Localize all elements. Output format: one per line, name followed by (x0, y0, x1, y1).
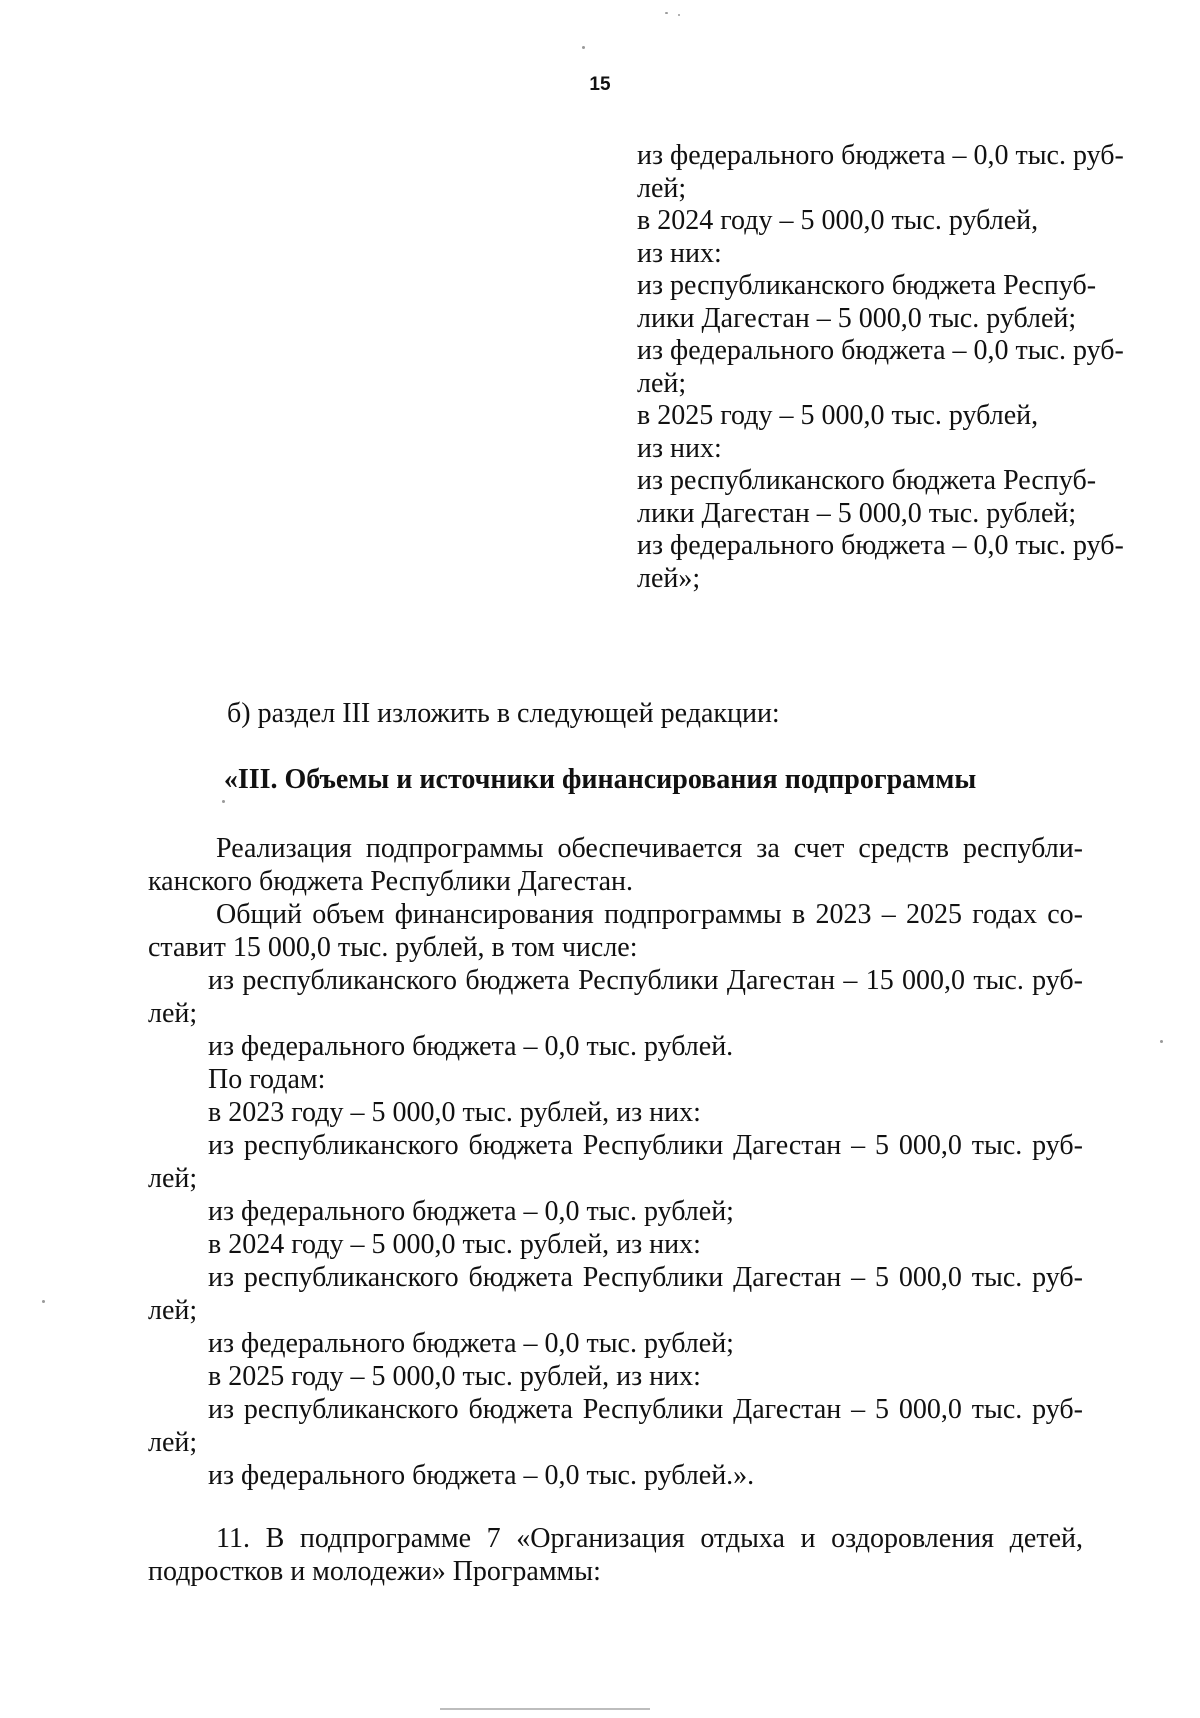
page-number: 15 (589, 74, 611, 95)
paragraph-line: Общий объем финансирования подпрограммы в 2023 – 2025 годах со- (216, 899, 1083, 930)
paragraph-line: в 2023 году – 5 000,0 тыс. рублей, из них: (208, 1097, 701, 1128)
right-col-line: из них: (637, 237, 722, 269)
paragraph-line: подростков и молодежи» Программы: (148, 1556, 601, 1587)
scan-speck (42, 1300, 45, 1303)
right-col-line: из федерального бюджета – 0,0 тыс. руб- (637, 140, 1124, 171)
paragraph-line: из республиканского бюджета Республики Дагестан – 5 000,0 тыс. руб- (208, 1394, 1083, 1425)
paragraph-line: в 2024 году – 5 000,0 тыс. рублей, из них: (208, 1229, 701, 1260)
scan-speck (222, 800, 225, 803)
scan-speck (582, 46, 585, 49)
right-col-line: из них: (637, 432, 722, 464)
paragraph-line: лей; (148, 998, 198, 1029)
paragraph-line: из республиканского бюджета Республики Дагестан – 5 000,0 тыс. руб- (208, 1130, 1083, 1161)
document-body (148, 832, 1083, 1588)
scan-noise-line (440, 1708, 650, 1710)
scan-speck (1160, 1040, 1163, 1043)
scan-speck (665, 12, 668, 14)
right-col-line: из республиканского бюджета Респуб- (637, 465, 1097, 496)
paragraph-line: из федерального бюджета – 0,0 тыс. рублей.». (208, 1460, 755, 1491)
paragraph-line: 11. В подпрограмме 7 «Организация отдыха и оздоровления детей, (216, 1523, 1083, 1554)
paragraph-line: в 2025 году – 5 000,0 тыс. рублей, из них: (208, 1361, 701, 1392)
right-col-line: из республиканского бюджета Респуб- (637, 270, 1097, 301)
paragraph-line: из федерального бюджета – 0,0 тыс. рублей; (208, 1196, 734, 1227)
scan-speck (678, 14, 680, 16)
paragraph-line: канского бюджета Республики Дагестан. (148, 866, 634, 897)
right-col-line: в 2024 году – 5 000,0 тыс. рублей, (637, 205, 1039, 236)
paragraph-line: из республиканского бюджета Республики Дагестан – 15 000,0 тыс. руб- (208, 965, 1083, 996)
right-col-line: лей»; (637, 562, 701, 594)
section-heading: «III. Объемы и источники финансирования подпрограммы (223, 764, 977, 795)
right-col-line: лей; (637, 367, 687, 399)
paragraph-line: ставит 15 000,0 тыс. рублей, в том числе: (148, 932, 638, 963)
right-col-line: из федерального бюджета – 0,0 тыс. руб- (637, 530, 1124, 561)
paragraph-line: Реализация подпрограммы обеспечивается за счет средств республи- (216, 833, 1083, 864)
paragraph-line: из федерального бюджета – 0,0 тыс. рублей; (208, 1328, 734, 1359)
paragraph-line: лей; (148, 1427, 198, 1458)
paragraph-line: лей; (148, 1295, 198, 1326)
paragraph-line: из федерального бюджета – 0,0 тыс. рублей. (208, 1031, 734, 1062)
right-column-continuation (637, 140, 1137, 595)
paragraph-line: из республиканского бюджета Республики Дагестан – 5 000,0 тыс. руб- (208, 1262, 1083, 1293)
paragraph-line: По годам: (208, 1064, 326, 1095)
paragraph-line: лей; (148, 1163, 198, 1194)
right-col-line: лики Дагестан – 5 000,0 тыс. рублей; (637, 302, 1077, 334)
right-col-line: лики Дагестан – 5 000,0 тыс. рублей; (637, 497, 1077, 529)
section-b-instruction: б) раздел III изложить в следующей редакции: (227, 698, 780, 729)
right-col-line: из федерального бюджета – 0,0 тыс. руб- (637, 335, 1124, 366)
right-col-line: в 2025 году – 5 000,0 тыс. рублей, (637, 400, 1039, 431)
right-col-line: лей; (637, 172, 687, 204)
